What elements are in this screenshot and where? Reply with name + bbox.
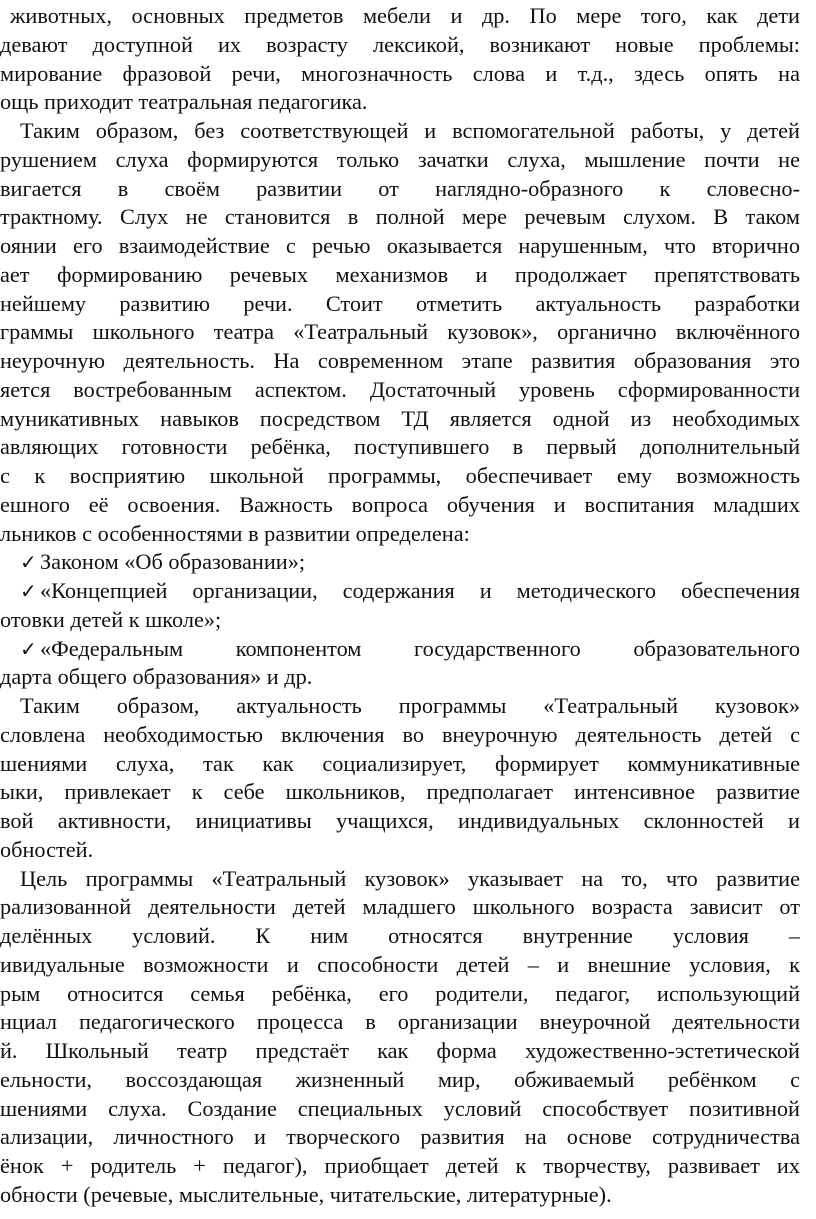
text-line [40,635,800,663]
text-line-content: Цель программы «Театральный кузовок» указывает на то, что развитие [20,865,800,891]
text-line [0,376,800,404]
text-line [0,721,800,749]
text-line-content: авляющих готовности ребёнка, поступившего в первый дополнительный [0,434,800,460]
text-line-content: оянии его взаимодействие с речью оказывается нарушенным, что вторично [0,233,800,258]
text-line-content: ельности, воссоздающая жизненный мир, обживаемый ребёнком с [0,1066,800,1092]
text-line [0,203,800,231]
text-line-content: ёнок + родитель + педагог), приобщает детей к творчеству, развивает их [0,1153,800,1178]
text-line [40,548,800,576]
text-line [0,175,800,203]
text-line [0,290,800,318]
text-line [0,318,800,346]
text-line-content: рым относится семья ребёнка, его родители, педагог, использующий [0,980,800,1006]
text-line-content: девают доступной их возрасту лексикой, возникают новые проблемы: [0,31,800,57]
text-line [0,1123,800,1151]
text-line-content: трактному. Слух не становится в полной мере речевым слухом. В таком [0,204,800,230]
text-line [0,1095,800,1123]
check-mark-icon: ✓ [20,550,37,575]
text-line-content: рализованной деятельности детей младшего школьного возраста зависит от [0,894,800,920]
text-line [0,405,800,433]
text-line [20,117,800,145]
text-line [0,31,800,59]
text-line-content: словлена необходимостью включения во внеурочную деятельность детей с [0,721,800,747]
text-line-content: рушением слуха формируются только зачатки слуха, мышление почти не [0,146,800,172]
text-line [0,1008,800,1036]
text-line [0,520,800,548]
text-line [0,1152,800,1180]
text-line-content: нейшему развитию речи. Стоит отметить актуальность разработки [0,290,800,316]
text-line-content: ализации, личностного и творческого развития на основе сотрудничества [0,1124,800,1150]
text-line-content: «Концепцией организации, содержания и методического обеспечения [40,578,800,603]
text-line [0,980,800,1008]
check-mark-icon: ✓ [20,636,37,661]
text-line-content: дарта общего образования» и др. [0,664,313,690]
text-line-content: шениями слуха, так как социализирует, формирует коммуникативные [0,750,800,776]
text-line [0,663,800,691]
text-line [0,750,800,778]
text-line [0,951,800,979]
text-line-content: ыки, привлекает к себе школьников, предполагает интенсивное развитие [0,779,800,805]
text-line-content: обности (речевые, мыслительные, читательские, литературные). [0,1181,612,1207]
text-line [0,807,800,835]
text-line-content: вигается в своём развитии от наглядно-образного к словесно- [0,175,800,201]
text-line [0,922,800,950]
text-line-content: ешного её освоения. Важность вопроса обучения и воспитания младших [0,491,800,517]
text-line [0,1066,800,1094]
text-line-content: ает формированию речевых механизмов и продолжает препятствовать [0,261,800,287]
text-line-content: Таким образом, актуальность программы «Театральный кузовок» [20,693,800,718]
text-line-content: нциал педагогического процесса в организации внеурочной деятельности [0,1009,800,1035]
text-line-content: Таким образом, без соответствующей и вспомогательной работы, у детей [20,118,800,143]
text-line-content: муникативных навыков посредством ТД является одной из необходимых [0,405,800,431]
text-line [0,1037,800,1065]
text-line [0,462,800,490]
text-line-content: граммы школьного театра «Театральный кузовок», органично включённого [0,319,800,345]
text-line-content: льников с особенностями в развитии определена: [0,520,470,546]
text-line [0,60,800,88]
check-mark-icon: ✓ [20,579,37,603]
text-line [0,347,800,375]
text-line [40,577,800,605]
text-line [0,1181,800,1209]
text-line-content: делённых условий. К ним относятся внутренние условия – [0,923,800,948]
text-line [0,232,800,260]
text-line-content: ощь приходит театральная педагогика. [0,89,368,115]
text-line [0,778,800,806]
text-line-content: «Федеральным компонентом государственного образовательного [40,635,800,661]
text-line [20,865,800,893]
text-line [0,146,800,174]
text-line-content: отовки детей к школе»; [0,606,222,632]
text-line [0,491,800,519]
text-line [0,88,800,116]
text-line-content: й. Школьный театр предстаёт как форма художественно-эстетической [0,1038,800,1063]
text-line-content: вой активности, инициативы учащихся, индивидуальных склонностей и [0,808,800,833]
text-line [20,692,800,720]
text-line-content: мирование фразовой речи, многозначность слова и т.д., здесь опять на [0,60,800,86]
text-line-content: яется востребованным аспектом. Достаточный уровень сформированности [0,376,800,402]
text-line [0,433,800,461]
text-line [0,836,800,864]
text-line-content: обностей. [0,836,94,862]
text-line-content: шениями слуха. Создание специальных условий способствует позитивной [0,1095,800,1121]
text-line [0,606,800,634]
text-line-content: ивидуальные возможности и способности детей – и внешние условия, к [0,951,800,977]
text-line [10,2,800,30]
text-line [0,261,800,289]
text-line-content: Законом «Об образовании»; [40,549,306,575]
text-line-content: животных, основных предметов мебели и др. По мере того, как дети [10,3,800,28]
text-line-content: с к восприятию школьной программы, обеспечивает ему возможность [0,463,800,488]
text-line-content: неурочную деятельность. На современном этапе развития образования это [0,348,800,373]
text-line [0,893,800,921]
